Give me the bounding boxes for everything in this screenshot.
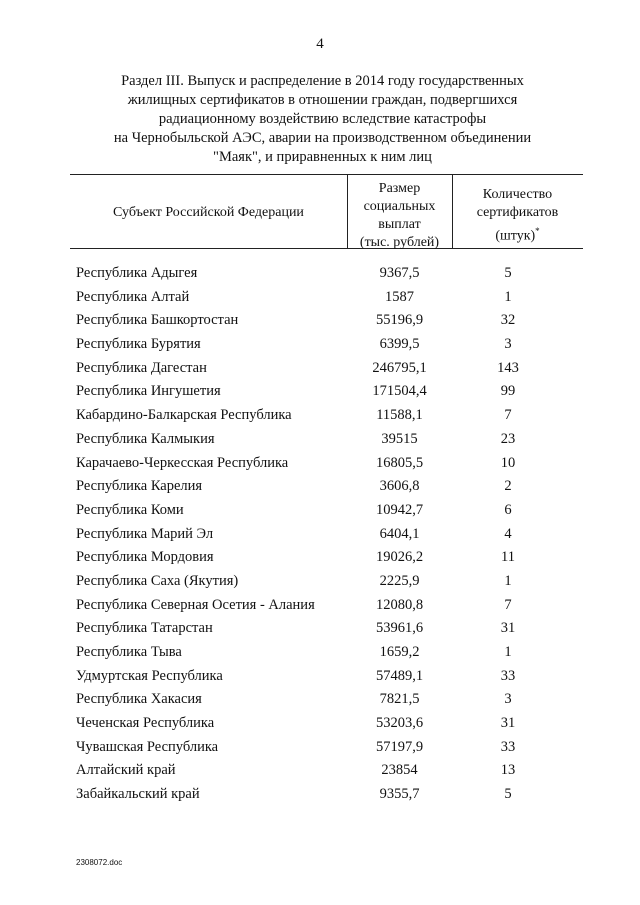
subject-name: Республика Дагестан xyxy=(76,359,207,376)
payment-value: 11588,1 xyxy=(376,407,423,424)
payment-value: 57197,9 xyxy=(375,738,424,755)
header-count-line: Количество xyxy=(482,187,553,202)
certificate-count: 33 xyxy=(500,667,516,684)
certificate-count: 99 xyxy=(500,383,516,400)
certificate-count: 6 xyxy=(504,501,512,518)
certificate-count: 3 xyxy=(504,336,512,353)
header-payment xyxy=(347,180,452,252)
page-number: 4 xyxy=(316,36,324,52)
payment-value: 171504,4 xyxy=(372,383,427,400)
subject-name: Республика Калмыкия xyxy=(76,430,215,447)
table-row xyxy=(0,665,640,689)
payment-value: 2225,9 xyxy=(379,572,420,589)
table-row xyxy=(0,262,640,286)
subject-name: Чувашская Республика xyxy=(76,738,219,755)
subject-name: Республика Тыва xyxy=(76,644,182,660)
table-row xyxy=(0,546,640,570)
title-line: Раздел III. Выпуск и распределение в 2014 году государственных xyxy=(121,73,524,89)
certificate-count: 13 xyxy=(500,762,516,779)
payment-value: 7821,5 xyxy=(379,691,420,708)
certificate-count: 23 xyxy=(500,430,516,447)
header-payment-line: социальных xyxy=(363,199,436,214)
table-row xyxy=(0,736,640,760)
payment-value: 1587 xyxy=(385,288,414,305)
table-body xyxy=(0,262,640,807)
certificate-count: 1 xyxy=(504,644,512,660)
table-row xyxy=(0,428,640,452)
payment-value: 6399,5 xyxy=(379,336,420,353)
table-row xyxy=(0,499,640,523)
header-payment-line: Размер xyxy=(378,181,421,196)
certificate-count: 4 xyxy=(504,525,512,542)
subject-name: Республика Хакасия xyxy=(76,691,202,708)
header-count-line: сертификатов xyxy=(476,205,559,220)
payment-value: 6404,1 xyxy=(379,525,420,542)
subject-name: Республика Адыгея xyxy=(76,265,198,281)
table-header-rule xyxy=(70,248,583,249)
payment-value: 1659,2 xyxy=(379,644,420,660)
header-payment-line: (тыс. рублей) xyxy=(359,235,440,250)
table-row xyxy=(0,523,640,547)
table-row xyxy=(0,475,640,499)
subject-name: Чеченская Республика xyxy=(76,715,215,732)
table-row xyxy=(0,380,640,404)
subject-name: Карачаево-Черкесская Республика xyxy=(76,454,289,471)
footnote-mark: * xyxy=(535,226,540,236)
table-row xyxy=(0,783,640,807)
payment-value: 23854 xyxy=(381,762,418,779)
payment-value: 9367,5 xyxy=(379,265,420,281)
header-count-unit: (штук) xyxy=(495,228,536,244)
certificate-count: 2 xyxy=(504,478,512,495)
subject-name: Республика Башкортостан xyxy=(76,312,239,329)
certificate-count: 31 xyxy=(500,620,516,637)
table-row xyxy=(0,286,640,310)
subject-name: Удмуртская Республика xyxy=(76,667,223,684)
payment-value: 16805,5 xyxy=(375,454,424,471)
subject-name: Забайкальский край xyxy=(76,786,200,803)
certificate-count: 10 xyxy=(500,454,516,471)
subject-name: Республика Коми xyxy=(76,501,184,518)
payment-value: 53961,6 xyxy=(375,620,424,637)
table-row xyxy=(0,404,640,428)
header-count-line xyxy=(452,222,583,246)
payment-value: 19026,2 xyxy=(375,549,424,566)
table-row xyxy=(0,759,640,783)
document-code: 2308072.doc xyxy=(76,858,123,867)
certificate-count: 1 xyxy=(504,572,512,589)
certificate-count: 5 xyxy=(504,786,512,803)
table-row xyxy=(0,712,640,736)
table-row xyxy=(0,333,640,357)
subject-name: Республика Татарстан xyxy=(76,620,213,637)
table-row xyxy=(0,357,640,381)
subject-name: Республика Марий Эл xyxy=(76,525,214,542)
table-row xyxy=(0,570,640,594)
table-top-rule xyxy=(70,174,583,175)
subject-name: Республика Северная Осетия - Алания xyxy=(76,596,315,613)
table-row xyxy=(0,688,640,712)
payment-value: 57489,1 xyxy=(375,667,424,684)
table-row xyxy=(0,594,640,618)
subject-name: Республика Саха (Якутия) xyxy=(76,572,239,589)
certificate-count: 1 xyxy=(504,288,512,305)
subject-name: Республика Бурятия xyxy=(76,336,201,353)
subject-name: Республика Алтай xyxy=(76,288,190,305)
subject-name: Республика Ингушетия xyxy=(76,383,221,400)
subject-name: Республика Карелия xyxy=(76,478,203,495)
title-line: жилищных сертификатов в отношении граждан, подвергшихся xyxy=(127,92,518,108)
certificate-count: 143 xyxy=(497,359,519,376)
table-row xyxy=(0,641,640,665)
certificate-count: 11 xyxy=(501,549,515,566)
table-row xyxy=(0,617,640,641)
table-row xyxy=(0,309,640,333)
certificate-count: 3 xyxy=(504,691,512,708)
header-count xyxy=(452,186,583,246)
certificate-count: 33 xyxy=(500,738,516,755)
payment-value: 53203,6 xyxy=(375,715,424,732)
payment-value: 39515 xyxy=(381,430,418,447)
payment-value: 12080,8 xyxy=(375,596,424,613)
payment-value: 9355,7 xyxy=(379,786,420,803)
table-row xyxy=(0,452,640,476)
title-line: радиационному воздействию вследствие катастрофы xyxy=(158,111,487,127)
title-line: "Маяк", и приравненных к ним лиц xyxy=(213,149,432,165)
certificate-count: 7 xyxy=(504,596,512,613)
certificate-count: 7 xyxy=(504,407,512,424)
header-subject: Субъект Российской Федерации xyxy=(113,205,304,220)
certificate-count: 5 xyxy=(504,265,512,281)
subject-name: Республика Мордовия xyxy=(76,549,214,566)
section-title xyxy=(60,72,585,167)
certificate-count: 31 xyxy=(500,715,516,732)
payment-value: 10942,7 xyxy=(375,501,424,518)
subject-name: Кабардино-Балкарская Республика xyxy=(76,407,292,424)
subject-name: Алтайский край xyxy=(76,762,176,779)
header-payment-line: выплат xyxy=(378,217,421,232)
payment-value: 246795,1 xyxy=(372,359,427,376)
title-line: на Чернобыльской АЭС, аварии на производственном объединении xyxy=(113,130,532,146)
certificate-count: 32 xyxy=(500,312,516,329)
payment-value: 3606,8 xyxy=(379,478,420,495)
payment-value: 55196,9 xyxy=(375,312,424,329)
